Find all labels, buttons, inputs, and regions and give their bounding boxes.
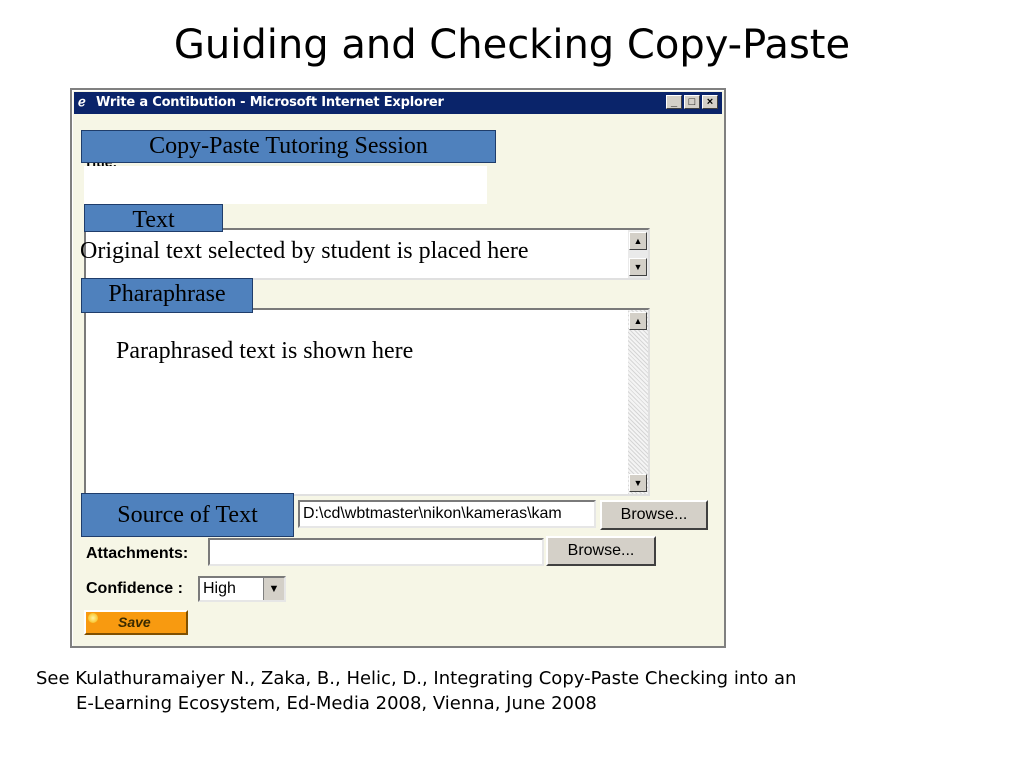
chevron-down-icon[interactable]: ▼ (263, 578, 284, 600)
scroll-down-button[interactable]: ▼ (629, 474, 647, 492)
source-file-input[interactable]: D:\cd\wbtmaster\nikon\kameras\kam (298, 500, 596, 528)
scroll-up-button[interactable]: ▲ (629, 312, 647, 330)
paraphrase-scrollbar[interactable] (628, 310, 648, 494)
ie-icon: ℯ (78, 94, 86, 109)
callout-session: Copy-Paste Tutoring Session (81, 130, 496, 163)
original-text-value: Original text selected by student is placed here (80, 238, 529, 264)
original-text-scrollbar[interactable] (628, 230, 648, 278)
scroll-up-button[interactable]: ▲ (629, 232, 647, 250)
slide-title: Guiding and Checking Copy-Paste (173, 22, 851, 68)
callout-text: Text (84, 204, 223, 232)
attachments-browse-button[interactable]: Browse... (546, 536, 656, 566)
save-label: Save (118, 614, 151, 630)
paraphrase-text-area[interactable] (84, 308, 650, 496)
close-button[interactable]: × (702, 95, 718, 109)
title-input[interactable] (84, 166, 487, 204)
citation (36, 666, 966, 716)
maximize-button[interactable]: □ (684, 95, 700, 109)
original-text-area[interactable] (80, 228, 650, 280)
citation-line-2: E-Learning Ecosystem, Ed-Media 2008, Vienna, June 2008 (76, 693, 597, 714)
paraphrase-text-value: Paraphrased text is shown here (116, 338, 414, 364)
attachments-label: Attachments: (86, 545, 189, 562)
sparkle-icon (88, 613, 98, 623)
source-browse-button[interactable]: Browse... (600, 500, 708, 530)
window-title: Write a Contibution - Microsoft Internet Explorer (96, 95, 444, 110)
minimize-button[interactable]: _ (666, 95, 682, 109)
citation-line-1: See Kulathuramaiyer N., Zaka, B., Helic, D., Integrating Copy-Paste Checking into an (36, 668, 797, 689)
callout-paraphrase: Pharaphrase (81, 278, 253, 313)
confidence-value: High (203, 580, 236, 597)
confidence-label: Confidence : (86, 580, 183, 597)
attachments-input[interactable] (208, 538, 544, 566)
browser-window (70, 88, 726, 648)
window-titlebar[interactable] (74, 92, 722, 114)
scroll-down-button[interactable]: ▼ (629, 258, 647, 276)
confidence-select[interactable] (198, 576, 286, 602)
save-button[interactable] (84, 610, 188, 635)
callout-source: Source of Text (81, 493, 294, 537)
